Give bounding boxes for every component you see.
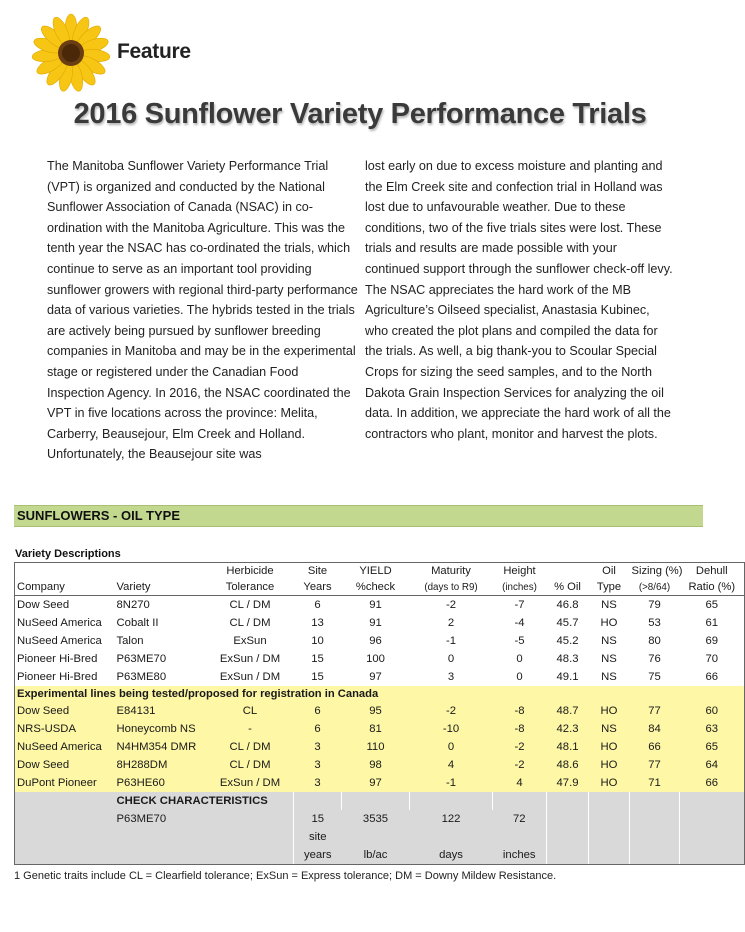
cell-site-years: 6 (314, 599, 321, 611)
table-header-row-bottom (15, 579, 745, 596)
table-row (15, 668, 745, 686)
header-cell: YIELD (342, 563, 410, 580)
cell-maturity: 2 (447, 617, 455, 629)
cell-maturity: 4 (410, 756, 493, 774)
cell-dehull-ratio: 65 (680, 738, 745, 756)
header-cell: (days to R9) (410, 579, 493, 596)
cell-yield: 110 (342, 738, 410, 756)
header-cell: Oil (589, 563, 630, 580)
cell-oil-type: NS (589, 720, 630, 738)
cell-oil-percent: 45.2 (556, 635, 579, 647)
cell-company: NRS-USDA (15, 720, 115, 738)
table-row (15, 774, 745, 792)
feature-label: Feature (117, 40, 191, 63)
check-value: 3535 (342, 810, 410, 828)
cell-height: -2 (493, 756, 547, 774)
header-cell: Tolerance (207, 579, 294, 596)
intro-left-text: The Manitoba Sunflower Variety Performance Trial (VPT) is organized and conducted by the National Sunflower Association of Canada (NSAC) in co-ordination with the Manitoba Agriculture. This was the tenth year the NSAC has co-ordinated the trials, which continue to serve as an important tool providing sunflower growers with regional third-party performance data of various varieties. The hybrids tested in the trials are actively being pursued by sunflower breeding companies in Manitoba and may be in the experimental stage or registered under the Canadian Food Inspection Agency. In 2016, the NSAC coordinated the VPT in five locations across the province: Melita, Carberry, Beausejour, Elm Creek and Holland. Unfortunately, the Beausejour site was (47, 159, 358, 462)
cell-yield: 81 (342, 720, 410, 738)
header-cell: Type (589, 579, 630, 596)
cell-herbicide: - (207, 720, 294, 738)
table-row (15, 632, 745, 650)
header-cell: (>8/64) (630, 579, 680, 596)
check-label-row (15, 792, 745, 810)
cell-oil-percent: 48.6 (547, 756, 589, 774)
cell-height: -4 (514, 617, 525, 629)
cell-dehull-ratio: 61 (680, 614, 745, 632)
header-cell: (inches) (493, 579, 547, 596)
cell-height: -2 (493, 738, 547, 756)
cell-sizing: 76 (648, 653, 661, 665)
check-units-row-bottom (15, 846, 745, 865)
cell-site-years: 10 (311, 635, 324, 647)
table-row (15, 720, 745, 738)
cell-oil-percent: 46.8 (556, 599, 579, 611)
cell-variety: N4HM354 DMR (115, 738, 207, 756)
cell-height: -8 (493, 720, 547, 738)
cell-oil-percent: 48.1 (547, 738, 589, 756)
cell-oil-type: NS (601, 599, 617, 611)
cell-company: Pioneer Hi-Bred (15, 650, 115, 668)
check-unit: years (294, 846, 342, 865)
check-unit: inches (493, 846, 547, 865)
cell-maturity: -2 (410, 702, 493, 720)
section-title: SUNFLOWERS - OIL TYPE (17, 508, 180, 523)
cell-site-years: 6 (294, 720, 342, 738)
cell-herbicide: CL / DM (207, 738, 294, 756)
table-row (15, 702, 745, 720)
cell-maturity: -1 (445, 635, 457, 647)
sunflower-logo (32, 14, 110, 92)
cell-sizing: 53 (648, 617, 661, 629)
cell-height: 0 (516, 671, 523, 683)
check-units-row-top (15, 828, 745, 846)
cell-variety: E84131 (115, 702, 207, 720)
cell-company: NuSeed America (15, 738, 115, 756)
cell-variety: P63ME80 (116, 671, 167, 683)
cell-oil-type: HO (589, 774, 630, 792)
cell-dehull-ratio: 60 (680, 702, 745, 720)
cell-maturity: -10 (410, 720, 493, 738)
header-cell: Variety (115, 579, 207, 596)
cell-oil-type: HO (589, 702, 630, 720)
variety-table (14, 562, 745, 865)
cell-dehull-ratio: 66 (680, 668, 745, 686)
cell-site-years: 15 (311, 671, 324, 683)
cell-sizing: 80 (648, 635, 661, 647)
header-cell: Years (294, 579, 342, 596)
header-cell: Height (493, 563, 547, 580)
check-value: 122 (410, 810, 493, 828)
cell-dehull-ratio: 70 (680, 650, 745, 668)
header-cell: %check (342, 579, 410, 596)
cell-yield: 97 (369, 671, 382, 683)
cell-variety: P63HE60 (115, 774, 207, 792)
cell-herbicide: CL / DM (229, 617, 271, 629)
cell-sizing: 77 (630, 702, 680, 720)
cell-sizing: 79 (648, 599, 661, 611)
header-cell: Sizing (%) (630, 563, 680, 580)
cell-site-years: 3 (294, 774, 342, 792)
header-cell: Ratio (%) (680, 579, 745, 596)
cell-oil-percent: 49.1 (556, 671, 579, 683)
cell-height: 4 (493, 774, 547, 792)
cell-company: Dow Seed (15, 756, 115, 774)
check-unit: days (410, 846, 493, 865)
check-characteristics-label: CHECK CHARACTERISTICS (115, 792, 294, 810)
intro-right-column (365, 156, 675, 444)
header-cell: Herbicide (207, 563, 294, 580)
cell-site-years: 6 (294, 702, 342, 720)
cell-oil-percent: 48.7 (547, 702, 589, 720)
section-header-bar (14, 505, 703, 527)
cell-height: 0 (516, 653, 523, 665)
cell-oil-percent: 45.7 (556, 617, 579, 629)
cell-yield: 91 (369, 599, 382, 611)
page-title: 2016 Sunflower Variety Performance Trials (73, 98, 647, 130)
experimental-header-row (15, 686, 745, 702)
check-variety: P63ME70 (115, 810, 207, 828)
cell-herbicide: ExSun / DM (207, 774, 294, 792)
cell-maturity: 0 (410, 738, 493, 756)
cell-herbicide: ExSun (233, 635, 267, 647)
cell-oil-percent: 47.9 (547, 774, 589, 792)
cell-maturity: -1 (410, 774, 493, 792)
cell-variety: Talon (116, 635, 144, 647)
check-unit: site (294, 828, 342, 846)
cell-herbicide: CL / DM (207, 756, 294, 774)
cell-yield: 97 (342, 774, 410, 792)
table-row (15, 614, 745, 632)
header-cell: Maturity (410, 563, 493, 580)
cell-company: Dow Seed (15, 596, 115, 615)
cell-dehull-ratio: 66 (680, 774, 745, 792)
cell-dehull-ratio: 64 (680, 756, 745, 774)
table-row (15, 738, 745, 756)
cell-height: -5 (514, 635, 525, 647)
cell-oil-type: NS (601, 635, 617, 647)
cell-oil-type: NS (601, 671, 617, 683)
cell-variety: Honeycomb NS (115, 720, 207, 738)
cell-company: Dow Seed (15, 702, 115, 720)
cell-dehull-ratio: 65 (680, 596, 745, 615)
header-cell: % Oil (547, 579, 589, 596)
cell-oil-type: HO (600, 617, 618, 629)
table-row (15, 596, 745, 615)
cell-site-years: 15 (311, 653, 324, 665)
cell-yield: 100 (366, 653, 385, 665)
cell-oil-type: HO (589, 738, 630, 756)
cell-dehull-ratio: 69 (680, 632, 745, 650)
cell-site-years: 3 (294, 756, 342, 774)
check-value: 72 (493, 810, 547, 828)
check-values-row (15, 810, 745, 828)
experimental-label: Experimental lines being tested/proposed for registration in Canada (15, 686, 745, 702)
cell-sizing: 84 (630, 720, 680, 738)
table-row (15, 650, 745, 668)
check-unit: lb/ac (342, 846, 410, 865)
cell-site-years: 13 (311, 617, 324, 629)
intro-left-column (47, 156, 359, 465)
cell-sizing: 75 (648, 671, 661, 683)
cell-variety: 8N270 (116, 599, 150, 611)
cell-maturity: 3 (447, 671, 455, 683)
cell-company: NuSeed America (15, 614, 115, 632)
variety-descriptions-label: Variety Descriptions (15, 548, 121, 560)
cell-variety: Cobalt II (116, 617, 159, 629)
cell-variety: P63ME70 (116, 653, 167, 665)
cell-oil-type: NS (601, 653, 617, 665)
cell-herbicide: ExSun / DM (219, 671, 281, 683)
header-cell: Site (294, 563, 342, 580)
cell-site-years: 3 (294, 738, 342, 756)
experimental-varieties (15, 702, 745, 792)
cell-sizing: 71 (630, 774, 680, 792)
cell-variety: 8H288DM (115, 756, 207, 774)
cell-oil-type: HO (589, 756, 630, 774)
cell-maturity: -2 (445, 599, 457, 611)
cell-company: DuPont Pioneer (15, 774, 115, 792)
footnote: 1 Genetic traits include CL = Clearfield tolerance; ExSun = Express tolerance; DM = Downy Mildew Resistance. (14, 870, 557, 882)
registered-varieties (15, 596, 745, 687)
intro-right-text: lost early on due to excess moisture and planting and the Elm Creek site and confection trial in Holland was lost due to unfavourable weather. Due to these conditions, two of the five trials sites were lost. These trials and results are made possible with your continued support through the sunflower check-off levy. The NSAC appreciates the hard work of the MB Agriculture’s Oilseed specialist, Anastasia Kubinec, who created the plot plans and compiled the data for the trials. As well, a big thank-you to Scoular Special Crops for sizing the seed samples, and to the North Dakota Grain Inspection Services for analyzing the oil data. In addition, we appreciate the hard work of all the contractors who plant, monitor and harvest the plots. (365, 159, 673, 441)
cell-herbicide: ExSun / DM (219, 653, 281, 665)
cell-yield: 91 (369, 617, 382, 629)
cell-maturity: 0 (447, 653, 455, 665)
cell-oil-percent: 42.3 (547, 720, 589, 738)
cell-sizing: 77 (630, 756, 680, 774)
cell-company: NuSeed America (15, 632, 115, 650)
cell-yield: 96 (369, 635, 382, 647)
table-header-row-top (15, 563, 745, 580)
cell-height: -7 (514, 599, 525, 611)
cell-oil-percent: 48.3 (556, 653, 579, 665)
cell-dehull-ratio: 63 (680, 720, 745, 738)
table-row (15, 756, 745, 774)
cell-company: Pioneer Hi-Bred (15, 668, 115, 686)
check-value: 15 (294, 810, 342, 828)
cell-herbicide: CL (207, 702, 294, 720)
cell-sizing: 66 (630, 738, 680, 756)
cell-herbicide: CL / DM (229, 599, 271, 611)
header-cell: Dehull (680, 563, 745, 580)
cell-height: -8 (493, 702, 547, 720)
cell-yield: 95 (342, 702, 410, 720)
cell-yield: 98 (342, 756, 410, 774)
header-cell: Company (15, 579, 115, 596)
